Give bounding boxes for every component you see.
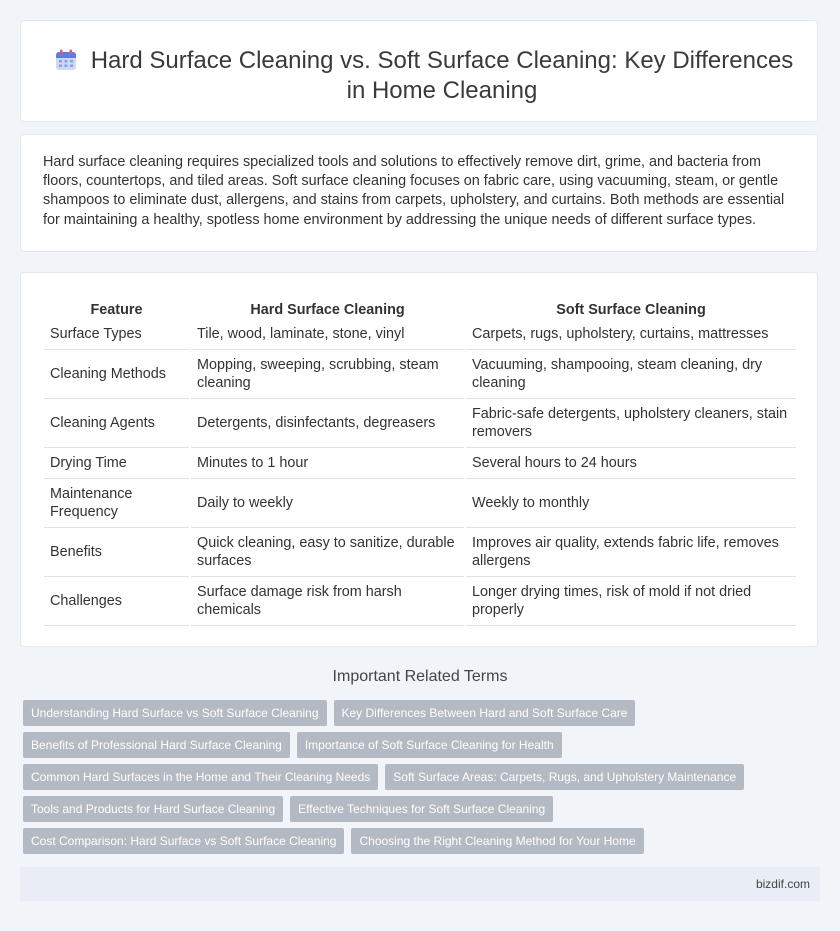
table-cell: Longer drying times, risk of mold if not dried properly <box>466 577 796 626</box>
table-cell: Improves air quality, extends fabric life, removes allergens <box>466 528 796 577</box>
table-row <box>44 448 796 479</box>
table-cell: Cleaning Agents <box>44 399 189 448</box>
related-term-link[interactable]: Tools and Products for Hard Surface Cleaning <box>23 796 283 822</box>
column-header-feature: Feature <box>90 302 143 318</box>
table-cell: Maintenance Frequency <box>44 479 189 528</box>
table-row <box>44 577 796 626</box>
table-cell: Weekly to monthly <box>466 479 796 528</box>
table-cell: Tile, wood, laminate, stone, vinyl <box>191 319 464 350</box>
related-term-link[interactable]: Benefits of Professional Hard Surface Cleaning <box>23 732 290 758</box>
table-cell: Detergents, disinfectants, degreasers <box>191 399 464 448</box>
column-header-hard: Hard Surface Cleaning <box>250 302 405 318</box>
table-cell: Minutes to 1 hour <box>191 448 464 479</box>
comparison-table-card <box>20 272 818 647</box>
related-term-link[interactable]: Choosing the Right Cleaning Method for Your Home <box>351 828 643 854</box>
table-cell: Carpets, rugs, upholstery, curtains, mattresses <box>466 319 796 350</box>
related-term-link[interactable]: Soft Surface Areas: Carpets, Rugs, and Upholstery Maintenance <box>385 764 744 790</box>
related-term-link[interactable]: Importance of Soft Surface Cleaning for Health <box>297 732 562 758</box>
column-header-soft: Soft Surface Cleaning <box>556 302 706 318</box>
table-cell: Benefits <box>44 528 189 577</box>
related-term-link[interactable]: Understanding Hard Surface vs Soft Surface Cleaning <box>23 700 327 726</box>
table-cell: Vacuuming, shampooing, steam cleaning, dry cleaning <box>466 350 796 399</box>
footer <box>20 867 820 901</box>
table-cell: Drying Time <box>44 448 189 479</box>
table-cell: Challenges <box>44 577 189 626</box>
table-row <box>44 350 796 399</box>
table-cell: Cleaning Methods <box>44 350 189 399</box>
related-term-link[interactable]: Effective Techniques for Soft Surface Cleaning <box>290 796 553 822</box>
table-row <box>44 528 796 577</box>
related-term-link[interactable]: Key Differences Between Hard and Soft Surface Care <box>334 700 636 726</box>
page-title: Hard Surface Cleaning vs. Soft Surface Cleaning: Key Differences in Home Cleaning <box>90 47 794 104</box>
table-row <box>44 399 796 448</box>
calendar-icon <box>54 48 78 72</box>
table-cell: Several hours to 24 hours <box>466 448 796 479</box>
related-terms-list <box>23 700 813 860</box>
intro-paragraph: Hard surface cleaning requires specialized tools and solutions to effectively remove dirt, grime, and bacteria from floors, countertops, and tiled areas. Soft surface cleaning focuses on fabric care, using vacuuming, steam, or gentle shampoos to eliminate dust, allergens, and stains from carpets, upholstery, and curtains. Both methods are essential for maintaining a healthy, spotless home environment by addressing the unique needs of different surface types. <box>43 154 785 228</box>
table-cell: Fabric-safe detergents, upholstery cleaners, stain removers <box>466 399 796 448</box>
related-term-link[interactable]: Cost Comparison: Hard Surface vs Soft Surface Cleaning <box>23 828 344 854</box>
header-card <box>20 20 818 122</box>
table-row <box>44 479 796 528</box>
table-cell: Surface damage risk from harsh chemicals <box>191 577 464 626</box>
table-row <box>44 319 796 350</box>
footer-brand-link[interactable]: bizdif.com <box>755 877 810 891</box>
table-cell: Surface Types <box>44 319 189 350</box>
intro-card <box>20 134 818 252</box>
table-cell: Daily to weekly <box>191 479 464 528</box>
related-terms-heading: Important Related Terms <box>332 668 508 685</box>
table-cell: Quick cleaning, easy to sanitize, durable surfaces <box>191 528 464 577</box>
table-header-row <box>44 295 796 319</box>
comparison-table <box>42 295 798 626</box>
table-cell: Mopping, sweeping, scrubbing, steam cleaning <box>191 350 464 399</box>
related-term-link[interactable]: Common Hard Surfaces in the Home and Their Cleaning Needs <box>23 764 378 790</box>
